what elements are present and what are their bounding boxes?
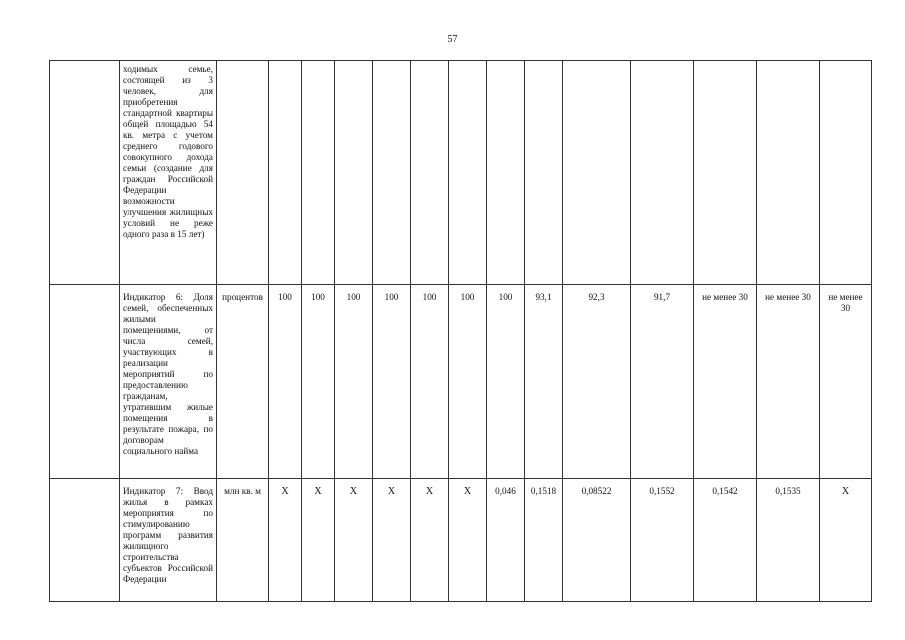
value-cell xyxy=(631,61,694,285)
value-cell: 0,1535 xyxy=(757,479,820,602)
value-cell: 0,046 xyxy=(487,479,525,602)
value-cell: X xyxy=(335,479,373,602)
value-cell: 92,3 xyxy=(563,285,631,479)
value-cell xyxy=(820,61,872,285)
value-cell xyxy=(411,61,449,285)
value-cell: 0,08522 xyxy=(563,479,631,602)
value-cell: 0,1552 xyxy=(631,479,694,602)
row-number-cell xyxy=(50,61,120,285)
indicator-description: Индикатор 7: Ввод жилья в рамках мероприятия по стимулированию программ развития жилищного строительства субъектов Российской Федерации xyxy=(120,479,217,602)
indicator-description: ходимых семье, состоящей из 3 человек, для приобретения стандартной квартиры общей площадью 54 кв. метра с учетом среднего годового совокупного дохода семьи (создание для граждан Российской Федерации возможности улучшения жилищных условий не реже одного раза в 15 лет) xyxy=(120,61,217,285)
value-cell: X xyxy=(373,479,411,602)
unit-cell xyxy=(217,61,269,285)
value-cell: 100 xyxy=(411,285,449,479)
indicator-description: Индикатор 6: Доля семей, обеспеченных жилыми помещениями, от числа семей, участвующих в реализации мероприятий по предоставлению гражданам, утратившим жилые помещения в результате пожара, по договорам социального найма xyxy=(120,285,217,479)
value-cell xyxy=(487,61,525,285)
unit-cell: процентов xyxy=(217,285,269,479)
value-cell: X xyxy=(449,479,487,602)
value-cell: X xyxy=(269,479,302,602)
value-cell: X xyxy=(302,479,335,602)
value-cell xyxy=(694,61,757,285)
value-cell: 0,1518 xyxy=(525,479,563,602)
page-number: 57 xyxy=(447,34,458,45)
value-cell: 100 xyxy=(335,285,373,479)
value-cell xyxy=(335,61,373,285)
value-cell: 100 xyxy=(269,285,302,479)
value-cell: 100 xyxy=(487,285,525,479)
row-number-cell xyxy=(50,285,120,479)
value-cell xyxy=(449,61,487,285)
value-cell xyxy=(373,61,411,285)
value-cell xyxy=(757,61,820,285)
value-cell: не менее 30 xyxy=(757,285,820,479)
value-cell: 100 xyxy=(373,285,411,479)
value-cell xyxy=(302,61,335,285)
row-number-cell xyxy=(50,479,120,602)
value-cell: 93,1 xyxy=(525,285,563,479)
value-cell: X xyxy=(411,479,449,602)
value-cell: 0,1542 xyxy=(694,479,757,602)
value-cell xyxy=(269,61,302,285)
table-row xyxy=(50,61,872,285)
value-cell: не менее 30 xyxy=(694,285,757,479)
value-cell: 100 xyxy=(449,285,487,479)
indicator-table xyxy=(49,60,872,602)
value-cell xyxy=(525,61,563,285)
value-cell xyxy=(563,61,631,285)
value-cell: 91,7 xyxy=(631,285,694,479)
table-row xyxy=(50,285,872,479)
value-cell: 100 xyxy=(302,285,335,479)
value-cell: X xyxy=(820,479,872,602)
value-cell: не менее 30 xyxy=(820,285,872,479)
unit-cell: млн кв. м xyxy=(217,479,269,602)
table-row xyxy=(50,479,872,602)
